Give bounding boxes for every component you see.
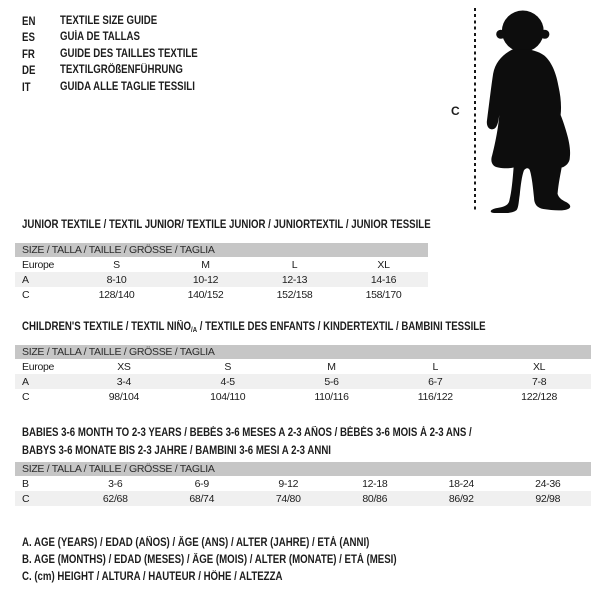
- table-cell: 158/170: [365, 288, 402, 301]
- table-cell: 92/98: [505, 491, 592, 506]
- table-cell: 3-6: [108, 477, 123, 490]
- children-title-text: CHILDREN'S TEXTILE / TEXTIL NIÑO/A / TEXTILE DES ENFANTS / KINDERTEXTIL / BAMBINI TESSILE: [22, 321, 486, 334]
- table-cell: 6-7: [383, 374, 487, 389]
- language-title: GUÍA DE TALLAS: [60, 31, 140, 44]
- size-header-label: SIZE / TALLA / TAILLE / GRÖSSE / TAGLIA: [15, 345, 591, 359]
- table-row: [15, 389, 591, 404]
- size-header-row: [15, 243, 428, 257]
- baby-silhouette-icon: [486, 9, 578, 213]
- table-row: [15, 359, 591, 374]
- language-code: IT: [22, 81, 31, 94]
- table-cell: 8-10: [72, 272, 161, 287]
- children-section-title: [22, 318, 574, 337]
- row-label: C: [15, 491, 72, 506]
- junior-size-table: [15, 243, 428, 302]
- table-cell: S: [113, 258, 120, 271]
- table-cell: L: [432, 360, 439, 373]
- language-title: TEXTILE SIZE GUIDE: [60, 15, 158, 27]
- size-header-label: SIZE / TALLA / TAILLE / GRÖSSE / TAGLIA: [15, 462, 591, 476]
- table-cell: 86/92: [418, 491, 505, 506]
- language-row-es: [22, 29, 224, 45]
- row-label: A: [15, 272, 72, 287]
- table-cell: S: [224, 360, 232, 373]
- table-cell: 68/74: [159, 491, 246, 506]
- table-cell: 128/140: [98, 288, 135, 301]
- table-cell: 14-16: [339, 272, 428, 287]
- table-cell: 12-13: [250, 272, 339, 287]
- language-row-it: [22, 79, 224, 95]
- language-list: [22, 13, 224, 95]
- table-cell: 140/152: [187, 288, 224, 301]
- table-row: [15, 374, 591, 389]
- language-row-de: [22, 62, 224, 78]
- size-header-row: [15, 345, 591, 359]
- table-cell: XL: [377, 258, 390, 271]
- table-cell: M: [327, 360, 336, 373]
- size-header-label: SIZE / TALLA / TAILLE / GRÖSSE / TAGLIA: [15, 243, 428, 257]
- legend-line-a: A. AGE (YEARS) / EDAD (AÑOS) / ÂGE (ANS) / ALTER (JAHRE) / ETÀ (ANNI): [22, 537, 370, 549]
- table-cell: 18-24: [448, 477, 474, 490]
- table-cell: 6-9: [194, 477, 209, 490]
- measurement-legend: [22, 534, 468, 586]
- row-label: Europe: [22, 258, 55, 271]
- table-cell: 116/122: [417, 390, 453, 403]
- table-row: [15, 491, 591, 506]
- table-cell: 24-36: [535, 477, 561, 490]
- table-cell: 98/104: [108, 390, 140, 403]
- language-row-fr: [22, 46, 224, 62]
- language-title: GUIDE DES TAILLES TEXTILE: [60, 47, 198, 60]
- row-label: Europe: [22, 360, 55, 373]
- table-cell: M: [201, 258, 210, 271]
- table-cell: 10-12: [161, 272, 250, 287]
- row-label: C: [22, 288, 30, 301]
- row-label: C: [22, 390, 30, 403]
- legend-line-b: B. AGE (MONTHS) / EDAD (MESES) / ÂGE (MOIS) / ALTER (MONATE) / ETÀ (MESI): [22, 554, 397, 567]
- table-row: [15, 272, 428, 287]
- table-row: [15, 257, 428, 272]
- table-cell: 3-4: [72, 374, 176, 389]
- height-measure-label: C: [451, 104, 460, 118]
- table-cell: 104/110: [210, 390, 246, 403]
- table-cell: 9-12: [278, 477, 299, 490]
- row-label: A: [15, 374, 72, 389]
- language-code: DE: [22, 65, 36, 78]
- language-code: EN: [22, 16, 36, 28]
- junior-title-text: JUNIOR TEXTILE / TEXTIL JUNIOR/ TEXTILE JUNIOR / JUNIORTEXTIL / JUNIOR TESSILE: [22, 219, 431, 231]
- table-cell: 80/86: [332, 491, 419, 506]
- babies-title-line-1: BABIES 3-6 MONTH TO 2-3 YEARS / BEBÉS 3-6 MESES A 2-3 AÑOS / BÉBÉS 3-6 MOIS À 2-3 ANS /: [22, 427, 472, 439]
- table-cell: 62/68: [72, 491, 159, 506]
- children-size-table: [15, 345, 591, 404]
- junior-section-title: [22, 216, 508, 234]
- language-code: FR: [22, 48, 35, 61]
- table-cell: XL: [532, 360, 546, 373]
- height-dotted-line: [474, 8, 476, 212]
- table-cell: 74/80: [245, 491, 332, 506]
- title-subscript: /A: [191, 326, 198, 334]
- language-row-en: [22, 13, 224, 29]
- table-cell: 5-6: [280, 374, 384, 389]
- table-cell: 12-18: [362, 477, 388, 490]
- legend-line-c: C. (cm) HEIGHT / ALTURA / HAUTEUR / HÖHE / ALTEZZA: [22, 571, 283, 584]
- language-title: GUIDA ALLE TAGLIE TESSILI: [60, 80, 195, 93]
- table-cell: 110/116: [314, 390, 349, 403]
- table-cell: 122/128: [521, 390, 558, 403]
- table-cell: L: [291, 258, 298, 271]
- table-row: [15, 476, 591, 491]
- table-row: [15, 287, 428, 302]
- size-header-row: [15, 462, 591, 476]
- table-cell: 7-8: [487, 374, 591, 389]
- language-code: ES: [22, 32, 35, 45]
- table-cell: 4-5: [176, 374, 280, 389]
- babies-size-table: [15, 462, 591, 506]
- table-cell: XS: [117, 360, 131, 373]
- babies-title-line-2: BABYS 3-6 MONATE BIS 2-3 JAHRE / BAMBINI 3-6 MESI A 2-3 ANNI: [22, 444, 331, 457]
- table-cell: 152/158: [276, 288, 313, 301]
- language-title: TEXTILGRÖßENFÜHRUNG: [60, 64, 183, 77]
- babies-section-title: [22, 424, 557, 459]
- row-label: B: [22, 477, 29, 490]
